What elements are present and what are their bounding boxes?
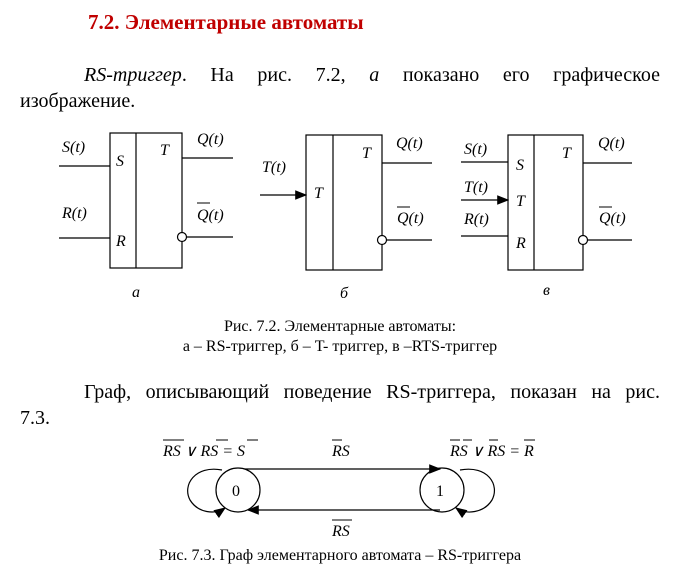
loop-0-label: RS ∨ RS = S (163, 443, 246, 460)
input-s-label: S(t) (62, 139, 86, 156)
state-0-label: 0 (232, 483, 240, 500)
top-edge-label: RS (332, 443, 350, 460)
pin-r-label: R (116, 233, 126, 250)
input-s-label: S(t) (464, 141, 488, 158)
output-q-label: Q(t) (197, 131, 224, 148)
sub-c-label: в (543, 282, 550, 299)
input-r-label: R(t) (464, 211, 489, 228)
output-q-label: Q(t) (598, 135, 625, 152)
figure-7-2-subcaption: а – RS-триггер, б – T- триггер, в –RTS-триггер (182, 338, 498, 355)
input-t-label: T(t) (262, 159, 286, 176)
block-t-label: T (160, 142, 169, 159)
sub-b-label: б (340, 285, 349, 302)
figure-7-3-caption: Рис. 7.3. Граф элементарного автомата – RS-триггера (158, 547, 522, 564)
figure-7-2-caption: Рис. 7.2. Элементарные автоматы: (223, 318, 457, 335)
output-qbar-label: Q(t) (599, 210, 626, 227)
loop-1-label: RS ∨ RS = R (450, 443, 534, 460)
intro-paragraph: RS-триггер. На рис. 7.2, а показано его графическое изображение. (20, 64, 660, 112)
output-qbar-label: Q(t) (397, 210, 424, 227)
pin-t-label: T (314, 185, 323, 202)
rs-trigger-term: RS-триггер (84, 64, 182, 86)
block-t-label: T (562, 145, 571, 162)
t-trigger-block (260, 135, 432, 302)
pin-r-label: R (516, 235, 526, 252)
rs-trigger-block (59, 131, 233, 301)
rts-trigger-block (461, 135, 632, 299)
state-1-label: 1 (436, 483, 444, 500)
section-title: 7.2. Элементарные автоматы (88, 10, 364, 34)
graph-paragraph: Граф, описывающий поведение RS-триггера, показан на рис. 7.3. (20, 381, 660, 429)
sub-a-label: а (132, 284, 140, 301)
input-t-label: T(t) (464, 179, 488, 196)
block-t-label: T (362, 145, 371, 162)
output-qbar-label: Q(t) (197, 207, 224, 224)
input-r-label: R(t) (62, 205, 87, 222)
output-q-label: Q(t) (396, 135, 423, 152)
pin-s-label: S (116, 153, 124, 170)
state-graph (162, 440, 535, 540)
pin-s-label: S (516, 157, 524, 174)
bottom-edge-label: RS (332, 523, 350, 540)
pin-t-label: T (516, 193, 525, 210)
